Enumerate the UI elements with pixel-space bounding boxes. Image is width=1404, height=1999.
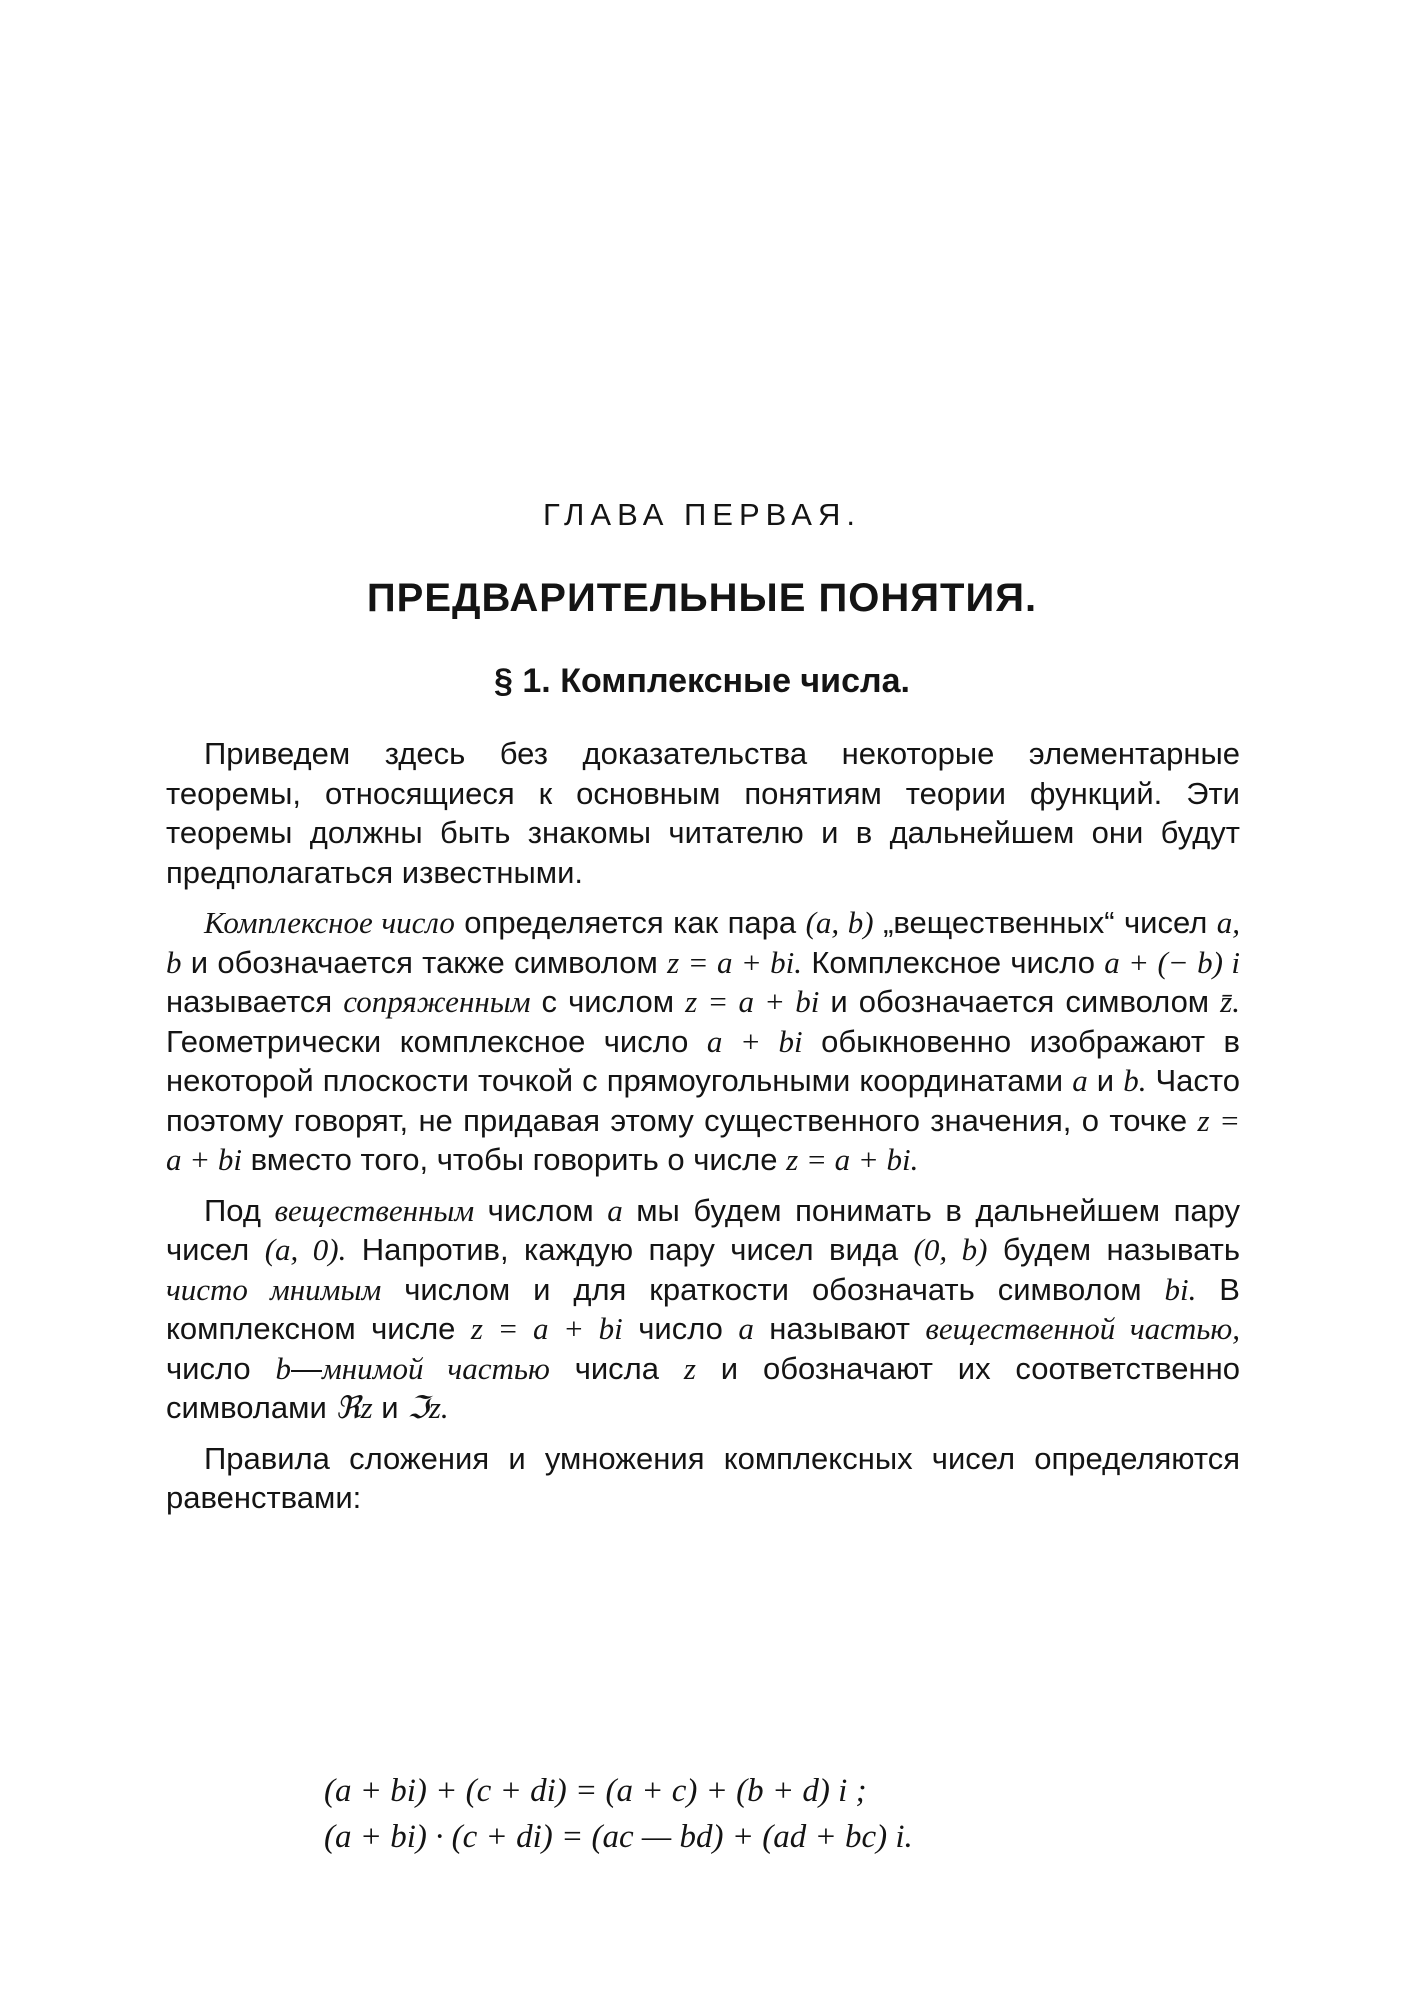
text-span: и обозначается также символом: [181, 944, 668, 980]
text-span: и: [1087, 1063, 1124, 1098]
paragraph-rules: Правила сложения и умножения комплексных чисел определяются равенствами:: [166, 1440, 1240, 1515]
math-inline: (a, b): [805, 905, 874, 940]
text-span: „вещественных“ чисел: [873, 905, 1217, 940]
math-inline: z = a + bi.: [786, 1142, 919, 1177]
text-span: число: [166, 1350, 276, 1386]
chapter-title: ПРЕДВАРИТЕЛЬНЫЕ ПОНЯТИЯ.: [366, 576, 1038, 620]
text-span: Часто поэтому говорят, не придавая этому существенного значения, о точке: [166, 1063, 1241, 1138]
term-complex-number: Комплексное число: [204, 905, 455, 940]
chapter-label: ГЛАВА ПЕРВАЯ.: [543, 497, 861, 532]
term-pure-imaginary: чисто мнимым: [166, 1271, 382, 1307]
math-inline: ℑz.: [407, 1390, 449, 1425]
math-inline: b.: [1123, 1063, 1147, 1098]
math-inline: z: [683, 1350, 696, 1386]
math-inline: b: [275, 1350, 291, 1386]
math-inline: z = a + bi: [166, 1102, 1240, 1177]
formula-block: [0, 1768, 1404, 1860]
math-inline: (a, 0).: [264, 1232, 347, 1267]
text-span: вместо того, чтобы говорить о числе: [242, 1142, 787, 1177]
math-inline: a + (− b) i: [1104, 944, 1240, 980]
math-inline: z = a + bi.: [667, 944, 803, 980]
text-span: называется: [166, 984, 344, 1019]
term-real-part: вещественной частью,: [925, 1311, 1240, 1346]
math-inline: bi.: [1164, 1271, 1197, 1307]
body-text: [166, 734, 1240, 1529]
text-span: и: [372, 1390, 408, 1425]
text-span: Комплексное число: [802, 944, 1105, 980]
text-span: и обозначают их соответственно символами: [166, 1350, 1240, 1425]
text-span: В комплексном числе: [166, 1271, 1240, 1346]
text-span: число: [622, 1311, 739, 1346]
math-inline: ℜz: [335, 1390, 373, 1425]
text-span: Геометрически комплексное число: [166, 1023, 707, 1059]
section-title: § 1. Комплексные числа.: [494, 662, 910, 700]
text-span: и обозначается символом: [819, 984, 1221, 1019]
paragraph-real-imaginary: [166, 1191, 1240, 1428]
math-inline: a: [607, 1192, 623, 1228]
paragraph-intro: Приведем здесь без доказательства некоторые элементарные теоремы, относящиеся к основным понятиям теории функций. Эти теоремы должны быть знакомы читателю и в дальнейшем они будут предполагаться известными.: [166, 736, 1240, 890]
text-span: с числом: [530, 984, 686, 1019]
formula-addition: (a + bi) + (c + di) = (a + c) + (b + d) i ;: [324, 1773, 867, 1809]
text-span: Под: [204, 1192, 275, 1228]
text-span: числом: [474, 1192, 608, 1228]
text-span: числа: [549, 1350, 684, 1386]
term-conjugate: сопряженным: [343, 984, 531, 1019]
formula-multiplication: (a + bi) · (c + di) = (ac — bd) + (ad + bc) i.: [324, 1819, 913, 1855]
math-inline: a: [738, 1311, 754, 1346]
term-real: вещественным: [274, 1192, 475, 1228]
text-span: Напротив, каждую пару чисел вида: [346, 1232, 914, 1267]
math-inline: z = a + bi: [470, 1311, 623, 1346]
text-span: мы будем понимать в дальнейшем пару чисел: [166, 1192, 1241, 1267]
text-span: называют: [753, 1311, 926, 1346]
math-inline: z̄.: [1220, 984, 1240, 1019]
math-inline: a: [1072, 1063, 1088, 1098]
text-span: числом и для краткости обозначать символом: [381, 1271, 1165, 1307]
text-span: определяется как пара: [454, 905, 806, 940]
math-inline: a, b: [166, 905, 1241, 980]
term-imaginary-part: мнимой частью: [322, 1350, 550, 1386]
text-span: обыкновенно изображают в некоторой плоскости точкой с прямоугольными координатами: [166, 1023, 1240, 1098]
text-span: —: [291, 1350, 322, 1386]
math-inline: z = a + bi: [685, 984, 820, 1019]
text-span: будем называть: [987, 1232, 1241, 1267]
paragraph-definition: [166, 903, 1240, 1180]
math-inline: a + bi: [706, 1023, 803, 1059]
math-inline: (0, b): [913, 1232, 988, 1267]
